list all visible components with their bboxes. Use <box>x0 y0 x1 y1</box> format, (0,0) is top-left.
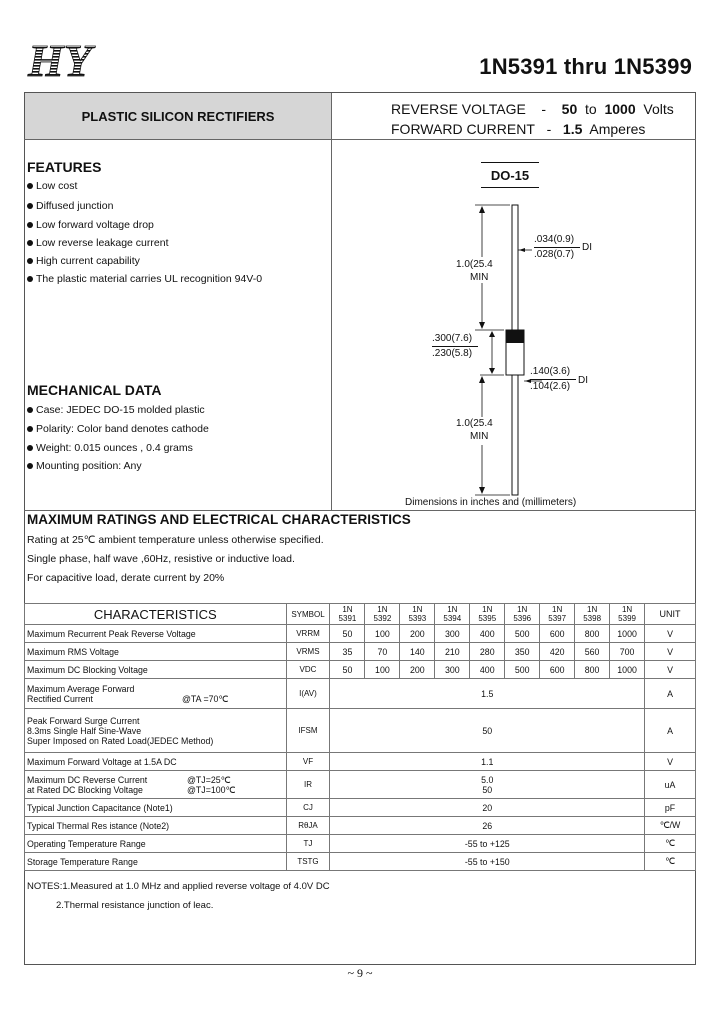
cell: 1.1 <box>330 753 645 771</box>
row-label: Maximum RMS Voltage <box>25 643 287 661</box>
cell: 35 <box>330 643 365 661</box>
row-label: Storage Temperature Range <box>25 853 287 871</box>
row-label: Peak Forward Surge Current 8.3ms Single Half Sine-Wave Super Imposed on Rated Load(JEDEC Method) <box>25 709 287 753</box>
mechanical-item: Mounting position: Any <box>27 460 142 472</box>
mechanical-item: Weight: 0.015 ounces , 0.4 grams <box>27 442 193 454</box>
svg-text:HY: HY <box>28 38 92 82</box>
header-part: 1N 5393 <box>400 604 435 625</box>
fraction-bar <box>530 379 576 380</box>
do15-outline-drawing <box>332 195 695 505</box>
row-symbol: RθJA <box>286 817 330 835</box>
row-unit: V <box>645 661 696 679</box>
row-symbol: IR <box>286 771 330 799</box>
body-dia-suffix: DI <box>578 375 588 386</box>
table-row <box>25 709 696 753</box>
row-symbol: TJ <box>286 835 330 853</box>
divider <box>24 510 696 511</box>
row-unit: ℃ <box>645 853 696 871</box>
header-part: 1N 5399 <box>610 604 645 625</box>
cell: 800 <box>575 661 610 679</box>
table-row <box>25 835 696 853</box>
features-title: FEATURES <box>27 159 102 175</box>
mechanical-item: Polarity: Color band denotes cathode <box>27 423 209 435</box>
header-part: 1N 5396 <box>505 604 540 625</box>
bullet-icon <box>27 445 33 451</box>
row-unit: V <box>645 643 696 661</box>
characteristics-table <box>24 603 696 871</box>
bullet-icon <box>27 276 33 282</box>
bullet-icon <box>27 407 33 413</box>
table-row <box>25 853 696 871</box>
bullet-icon <box>27 203 33 209</box>
cell: 350 <box>505 643 540 661</box>
body-dia-max: .140(3.6) <box>530 366 571 377</box>
mechanical-title: MECHANICAL DATA <box>27 382 162 398</box>
header-part: 1N 5395 <box>470 604 505 625</box>
ratings-title: MAXIMUM RATINGS AND ELECTRICAL CHARACTERISTICS <box>27 512 411 527</box>
row-unit: V <box>645 625 696 643</box>
row-symbol: VF <box>286 753 330 771</box>
cell: 1.5 <box>330 679 645 709</box>
cell: 400 <box>470 661 505 679</box>
row-label: Operating Temperature Range <box>25 835 287 853</box>
header-part: 1N 5391 <box>330 604 365 625</box>
row-label: Maximum Forward Voltage at 1.5A DC <box>25 753 287 771</box>
cell: 300 <box>435 625 470 643</box>
cell: 560 <box>575 643 610 661</box>
package-name: DO-15 <box>481 162 539 188</box>
header-part: 1N 5394 <box>435 604 470 625</box>
hy-logo <box>24 38 144 82</box>
table-row <box>25 679 696 709</box>
feature-item: Diffused junction <box>27 200 113 212</box>
table-row <box>25 643 696 661</box>
cell: 500 <box>505 661 540 679</box>
lead-dia-max: .034(0.9) <box>534 234 575 245</box>
lead-length-bottom: 1.0(25.4 <box>456 418 493 429</box>
row-unit: uA <box>645 771 696 799</box>
cell: 500 <box>505 625 540 643</box>
cell: 1000 <box>610 625 645 643</box>
cell: -55 to +125 <box>330 835 645 853</box>
row-unit: A <box>645 679 696 709</box>
cell: 50 <box>330 709 645 753</box>
bullet-icon <box>27 258 33 264</box>
feature-item: The plastic material carries UL recognition 94V-0 <box>27 273 262 285</box>
part-range-title: 1N5391 thru 1N5399 <box>479 54 692 79</box>
cell: 70 <box>365 643 400 661</box>
note-1: NOTES:1.Measured at 1.0 MHz and applied reverse voltage of 4.0V DC <box>27 881 330 892</box>
table-row <box>25 771 696 799</box>
header-characteristics: CHARACTERISTICS <box>25 604 287 625</box>
dimensions-caption: Dimensions in inches and (millimeters) <box>405 497 577 508</box>
table-row <box>25 661 696 679</box>
cell: 600 <box>540 625 575 643</box>
cell: 600 <box>540 661 575 679</box>
reverse-voltage-spec: REVERSE VOLTAGE - 50 to 1000 Volts <box>391 101 674 117</box>
lead-dia-min: .028(0.7) <box>534 249 575 260</box>
body-length-min: .230(5.8) <box>432 348 473 359</box>
row-symbol: TSTG <box>286 853 330 871</box>
body-length-max: .300(7.6) <box>432 333 473 344</box>
row-symbol: VDC <box>286 661 330 679</box>
cell: 100 <box>365 625 400 643</box>
feature-item: High current capability <box>27 255 140 267</box>
cell: 700 <box>610 643 645 661</box>
lead-length-top: 1.0(25.4 <box>456 259 493 270</box>
lead-length-top-min: MIN <box>470 272 489 283</box>
cell: 280 <box>470 643 505 661</box>
table-row <box>25 753 696 771</box>
header-unit: UNIT <box>645 604 696 625</box>
cell: 20 <box>330 799 645 817</box>
table-row <box>25 817 696 835</box>
product-type-label: PLASTIC SILICON RECTIFIERS <box>25 93 331 139</box>
header-part: 1N 5392 <box>365 604 400 625</box>
ratings-note: For capacitive load, derate current by 20% <box>27 572 225 584</box>
bullet-icon <box>27 463 33 469</box>
ratings-note: Single phase, half wave ,60Hz, resistive or inductive load. <box>27 553 295 565</box>
cell: 5.0 50 <box>330 771 645 799</box>
header-symbol: SYMBOL <box>286 604 330 625</box>
cell: 140 <box>400 643 435 661</box>
feature-item: Low cost <box>27 180 77 192</box>
cell: 1000 <box>610 661 645 679</box>
cell: 400 <box>470 625 505 643</box>
bullet-icon <box>27 183 33 189</box>
header-part: 1N 5397 <box>540 604 575 625</box>
page-number: ~ 9 ~ <box>347 966 373 980</box>
row-symbol: VRMS <box>286 643 330 661</box>
bullet-icon <box>27 240 33 246</box>
divider <box>24 139 696 140</box>
cell: 800 <box>575 625 610 643</box>
row-label: Maximum Average Forward Rectified Current @TA =70℃ <box>25 679 287 709</box>
cell: 100 <box>365 661 400 679</box>
fraction-bar <box>432 346 478 347</box>
ratings-note: Rating at 25℃ ambient temperature unless otherwise specified. <box>27 534 324 546</box>
table-row <box>25 625 696 643</box>
cell: 50 <box>330 625 365 643</box>
row-label: Typical Thermal Res istance (Note2) <box>25 817 287 835</box>
bullet-icon <box>27 222 33 228</box>
fraction-bar <box>534 247 580 248</box>
mechanical-item: Case: JEDEC DO-15 molded plastic <box>27 404 205 416</box>
row-symbol: IFSM <box>286 709 330 753</box>
note-2: 2.Thermal resistance junction of leac. <box>56 900 214 911</box>
header-part: 1N 5398 <box>575 604 610 625</box>
cell: 420 <box>540 643 575 661</box>
row-symbol: VRRM <box>286 625 330 643</box>
row-unit: ℃/W <box>645 817 696 835</box>
feature-item: Low forward voltage drop <box>27 219 154 231</box>
cell: 300 <box>435 661 470 679</box>
cell: 200 <box>400 625 435 643</box>
lead-length-bottom-min: MIN <box>470 431 489 442</box>
cell: -55 to +150 <box>330 853 645 871</box>
row-label: Maximum DC Reverse Current @TJ=25℃ at Rated DC Blocking Voltage @TJ=100℃ <box>25 771 287 799</box>
cell: 200 <box>400 661 435 679</box>
row-unit: ℃ <box>645 835 696 853</box>
row-symbol: I(AV) <box>286 679 330 709</box>
row-label: Maximum Recurrent Peak Reverse Voltage <box>25 625 287 643</box>
row-unit: A <box>645 709 696 753</box>
body-dia-min: .104(2.6) <box>530 381 571 392</box>
table-row <box>25 799 696 817</box>
feature-item: Low reverse leakage current <box>27 237 169 249</box>
row-unit: pF <box>645 799 696 817</box>
lead-dia-suffix: DI <box>582 242 592 253</box>
row-label: Typical Junction Capacitance (Note1) <box>25 799 287 817</box>
cell: 26 <box>330 817 645 835</box>
cell: 50 <box>330 661 365 679</box>
cell: 210 <box>435 643 470 661</box>
table-header-row <box>25 604 696 625</box>
row-unit: V <box>645 753 696 771</box>
bullet-icon <box>27 426 33 432</box>
row-label: Maximum DC Blocking Voltage <box>25 661 287 679</box>
forward-current-spec: FORWARD CURRENT - 1.5 Amperes <box>391 121 646 137</box>
row-symbol: CJ <box>286 799 330 817</box>
